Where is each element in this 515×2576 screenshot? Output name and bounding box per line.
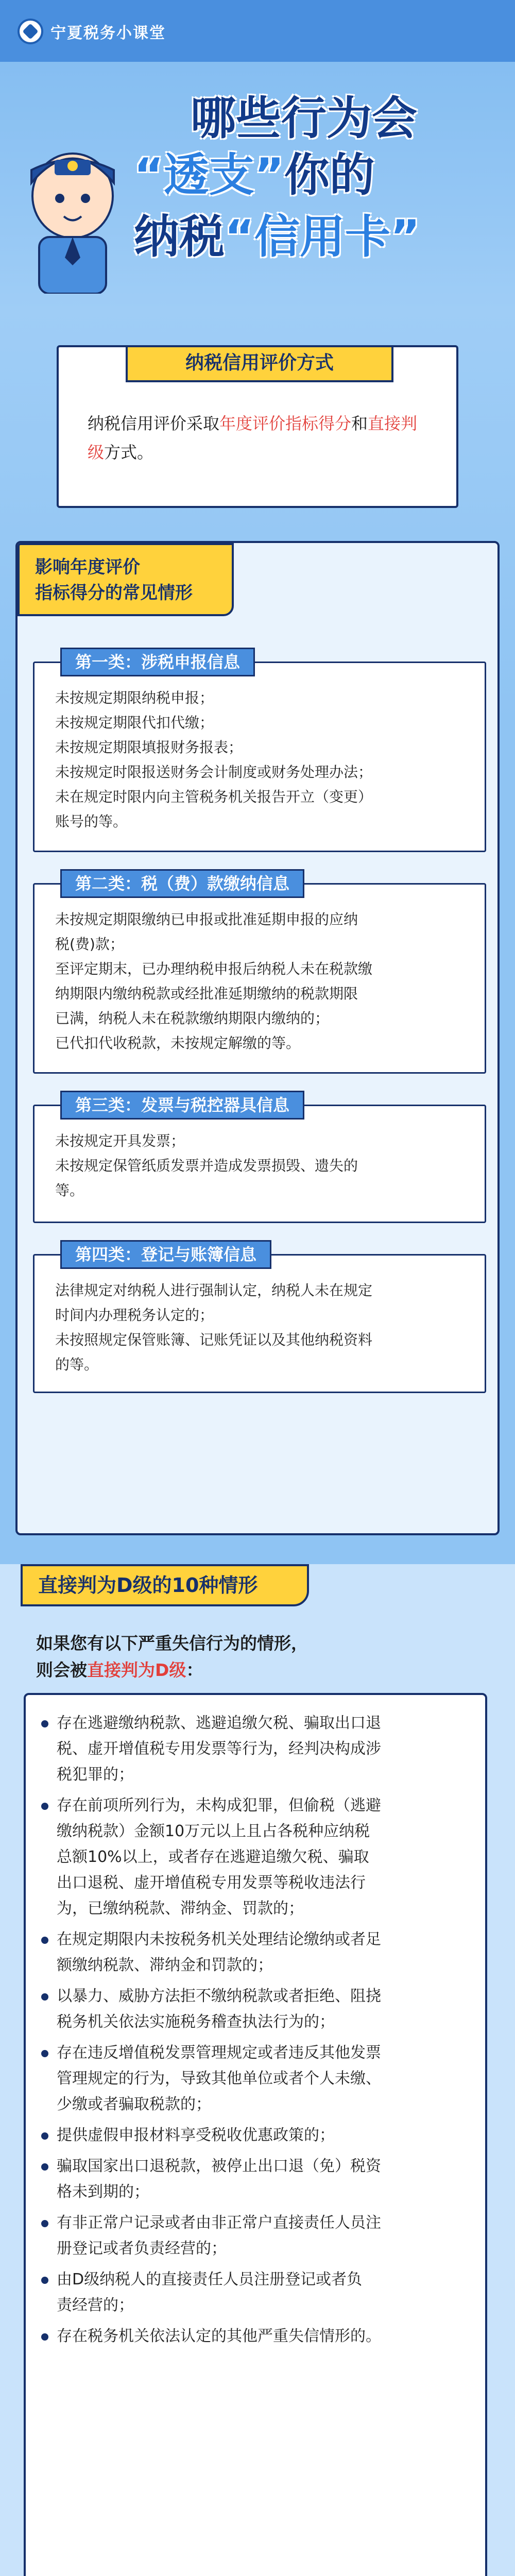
hero — [0, 62, 515, 330]
direct-item-line: 税务机关依法实施税务稽查执法行为的； — [57, 2013, 335, 2031]
group-1-item: 未在规定时限内向主管税务机关报告开立（变更） — [55, 788, 373, 805]
direct-item-line: 存在违反增值税发票管理规定或者违反其他发票 — [57, 2044, 381, 2062]
group-3 — [33, 1095, 486, 1223]
intro-title: 纳税信用评价方式 — [126, 345, 393, 382]
direct-item — [57, 2123, 335, 2148]
group-1-item: 未按规定时限报送财务会计制度或财务处理办法； — [55, 764, 373, 781]
direct-lead-post: ： — [186, 1660, 203, 1680]
hero-quote-1: “透支” — [134, 148, 284, 201]
group-4-head: 第四类：登记与账簿信息 — [60, 1240, 271, 1269]
direct-item-line: 以暴力、威胁方法拒不缴纳税款或者拒绝、阻挠 — [57, 1987, 381, 2005]
direct-item-line: 册登记或者负责经营的； — [57, 2240, 227, 2258]
group-2-item: 纳期限内缴纳税款或经批准延期缴纳的税款期限 — [55, 985, 358, 1002]
annual-section — [15, 541, 500, 1535]
direct-item-line: 由D级纳税人的直接责任人员注册登记或者负 — [57, 2270, 363, 2289]
annual-title-2: 指标得分的常见情形 — [35, 583, 193, 603]
hero-quote-2: “信用卡” — [225, 210, 420, 263]
direct-item — [57, 1710, 381, 1788]
group-4-item: 时间内办理税务认定的； — [55, 1307, 214, 1324]
direct-item-line: 格未到期的； — [57, 2183, 149, 2201]
group-2-item: 已满，纳税人未在税款缴纳期限内缴纳的； — [55, 1010, 330, 1027]
header-bar — [0, 0, 515, 62]
direct-item — [57, 1927, 381, 1978]
direct-item-line: 存在前项所列行为，未构成犯罪，但偷税（逃避 — [57, 1797, 381, 1815]
direct-item — [57, 1793, 381, 1922]
direct-item-line: 管理规定的行为，导致其他单位或者个人未缴、 — [57, 2070, 381, 2088]
group-4-text — [55, 1278, 372, 1377]
direct-item-line: 为，已缴纳税款、滞纳金、罚款的； — [57, 1900, 304, 1918]
annual-title-1: 影响年度评价 — [35, 557, 140, 578]
direct-list — [24, 1693, 487, 2576]
intro-text — [88, 409, 433, 467]
group-2-text — [55, 907, 372, 1056]
tax-logo-icon — [18, 19, 43, 44]
direct-item — [57, 2267, 362, 2318]
group-2-item: 税(费)款； — [55, 936, 124, 953]
group-2 — [33, 874, 486, 1074]
direct-item-line: 额缴纳税款、滞纳金和罚款的； — [57, 1956, 273, 1974]
intro-card — [57, 345, 458, 508]
hero-line-1: 哪些行为会 — [191, 92, 418, 145]
annual-title — [18, 543, 234, 616]
group-2-head: 第二类：税（费）款缴纳信息 — [60, 869, 304, 898]
group-3-text — [55, 1129, 358, 1203]
group-4 — [33, 1245, 486, 1393]
group-2-item: 至评定期末，已办理纳税申报后纳税人未在税款缴 — [55, 960, 373, 977]
direct-item-line: 缴纳税款）金额10万元以上且占各税种应纳税 — [57, 1822, 370, 1840]
group-3-item: 未按规定开具发票； — [55, 1132, 185, 1149]
direct-item-line: 存在税务机关依法认定的其他严重失信情形的。 — [57, 2327, 381, 2345]
direct-item — [57, 2040, 381, 2117]
direct-item — [57, 1984, 381, 2035]
group-1-text — [55, 686, 372, 834]
direct-item — [57, 2154, 381, 2205]
direct-item — [57, 2324, 381, 2349]
group-1-item: 账号的等。 — [55, 813, 128, 830]
hero-line-3a: 纳税 — [134, 210, 225, 263]
group-3-item: 等。 — [55, 1182, 84, 1199]
group-2-item: 未按规定期限缴纳已申报或批准延期申报的应纳 — [55, 911, 358, 928]
hero-line-3 — [134, 201, 420, 266]
direct-d-section — [0, 1564, 515, 2576]
group-4-item: 法律规定对纳税人进行强制认定，纳税人未在规定 — [55, 1282, 373, 1299]
intro-pre: 纳税信用评价采取 — [88, 414, 220, 433]
group-4-item: 未按照规定保管账簿、记账凭证以及其他纳税资料 — [55, 1331, 373, 1348]
direct-item-line: 有非正常户记录或者由非正常户直接责任人员注 — [57, 2214, 381, 2232]
direct-item-line: 税犯罪的； — [57, 1766, 134, 1784]
intro-mid: 和 — [351, 414, 368, 433]
direct-lead-hl: 直接判为D级 — [87, 1660, 186, 1680]
group-4-item: 的等。 — [55, 1356, 99, 1373]
group-1 — [33, 652, 486, 852]
direct-lead-1: 如果您有以下严重失信行为的情形， — [36, 1633, 308, 1653]
group-1-head: 第一类：涉税申报信息 — [60, 648, 255, 676]
direct-lead — [36, 1630, 308, 1684]
police-mascot-icon — [19, 139, 127, 294]
direct-item-line: 税、虚开增值税专用发票等行为，经判决构成涉 — [57, 1740, 381, 1758]
direct-item-line: 少缴或者骗取税款的； — [57, 2095, 211, 2113]
intro-hl1: 年度评价指标得分 — [219, 414, 352, 433]
intro-post: 方式。 — [104, 443, 154, 462]
group-1-item: 未按规定期限填报财务报表； — [55, 739, 243, 756]
group-3-head: 第三类：发票与税控器具信息 — [60, 1091, 304, 1120]
direct-item — [57, 2210, 381, 2262]
direct-item-line: 出口退税、虚开增值税专用发票等税收违法行 — [57, 1874, 366, 1892]
brand — [18, 19, 166, 44]
group-2-item: 已代扣代收税款，未按规定解缴的等。 — [55, 1035, 301, 1052]
direct-title: 直接判为D级的10种情形 — [21, 1564, 309, 1606]
group-1-item: 未按规定期限代扣代缴； — [55, 714, 214, 731]
intro-hl2: 直接判级 — [88, 414, 418, 462]
group-1-item: 未按规定期限纳税申报； — [55, 689, 214, 706]
hero-line-2b: 你的 — [284, 148, 375, 201]
direct-item-line: 责经营的； — [57, 2296, 134, 2314]
direct-item-line: 在规定期限内未按税务机关处理结论缴纳或者足 — [57, 1930, 381, 1948]
direct-item-line: 骗取国家出口退税款，被停止出口退（免）税资 — [57, 2157, 381, 2175]
group-3-item: 未按规定保管纸质发票并造成发票损毁、遗失的 — [55, 1157, 358, 1174]
direct-item-line: 总额10%以上，或者存在逃避追缴欠税、骗取 — [57, 1848, 369, 1866]
direct-lead-pre: 则会被 — [36, 1660, 87, 1680]
direct-item-line: 提供虚假申报材料享受税收优惠政策的； — [57, 2126, 335, 2144]
direct-item-line: 存在逃避缴纳税款、逃避追缴欠税、骗取出口退 — [57, 1714, 381, 1732]
hero-line-2 — [134, 139, 375, 204]
brand-name: 宁夏税务小课堂 — [50, 24, 166, 42]
